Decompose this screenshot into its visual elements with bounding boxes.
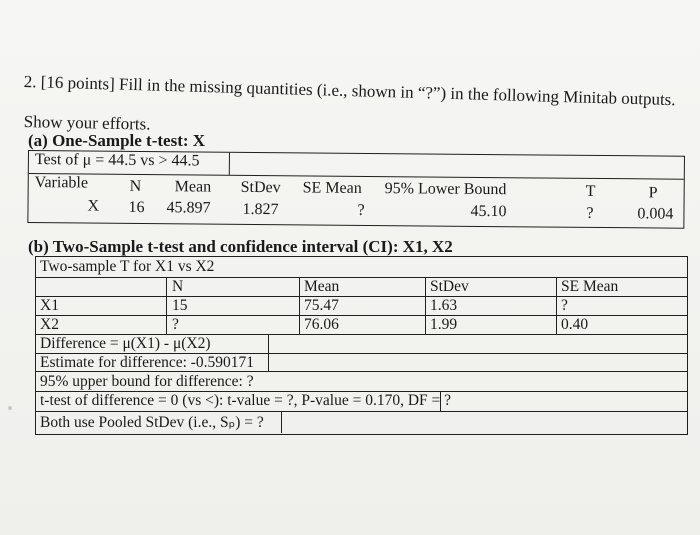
one-sample-output: [28, 173, 683, 227]
header-variable: Variable: [34, 174, 89, 192]
header-se-mean: SE Mean: [561, 278, 619, 295]
row-x2-mean: 76.06: [304, 316, 339, 333]
t-test-line: t-test of difference = 0 (vs <): t-value = ?, P-value = 0.170, DF = ?: [40, 392, 452, 409]
header-p: P: [648, 184, 658, 202]
row-x1-mean: 75.47: [304, 297, 339, 314]
row-x2-label: X2: [40, 316, 59, 333]
header-mean: Mean: [304, 278, 340, 295]
header-se-mean: SE Mean: [302, 179, 362, 197]
two-sample-table: [35, 256, 688, 435]
row-x2-stdev: 1.99: [430, 316, 458, 333]
row-x2-se-mean: 0.40: [561, 316, 589, 333]
row-x1-label: X1: [40, 297, 59, 314]
value-se-mean: ?: [357, 201, 365, 219]
header-stdev: StDev: [240, 178, 281, 197]
header-n: N: [129, 177, 142, 195]
row-x1-n: 15: [172, 297, 188, 314]
row-x1-se-mean: ?: [561, 297, 568, 314]
pooled-stdev: Both use Pooled StDev (i.e., Sₚ) = ?: [40, 414, 264, 431]
difference-definition: Difference = μ(X1) - μ(X2): [40, 335, 211, 352]
two-sample-title: Two-sample T for X1 vs X2: [40, 258, 215, 275]
value-mean: 45.897: [166, 199, 211, 217]
value-variable: X: [87, 197, 100, 215]
question-text: 2. [16 points] Fill in the missing quantities (i.e., shown in “?”) in the following Minitab outputs.: [23, 72, 676, 110]
row-x1-stdev: 1.63: [430, 297, 458, 314]
margin-dot: [8, 406, 12, 410]
value-stdev: 1.827: [242, 200, 279, 219]
header-stdev: StDev: [430, 278, 469, 295]
part-b-heading: (b) Two-Sample t-test and confidence interval (CI): X1, X2: [28, 237, 453, 256]
header-t: T: [585, 182, 596, 200]
row-x2-n: ?: [172, 316, 179, 333]
difference-estimate: Estimate for difference: -0.590171: [40, 354, 255, 371]
value-lower-bound: 45.10: [470, 202, 507, 221]
header-mean: Mean: [174, 178, 212, 196]
one-sample-table: [27, 150, 685, 229]
question-instruction: Show your efforts.: [23, 112, 151, 134]
value-p: 0.004: [637, 205, 674, 223]
part-a-heading: (a) One-Sample t-test: X: [28, 131, 206, 150]
header-n: N: [172, 278, 184, 295]
value-t: ?: [586, 204, 594, 222]
value-n: 16: [128, 198, 145, 217]
test-hypothesis: Test of μ = 44.5 vs > 44.5: [34, 151, 200, 170]
upper-bound: 95% upper bound for difference: ?: [40, 373, 254, 390]
header-lower-bound: 95% Lower Bound: [384, 180, 507, 199]
